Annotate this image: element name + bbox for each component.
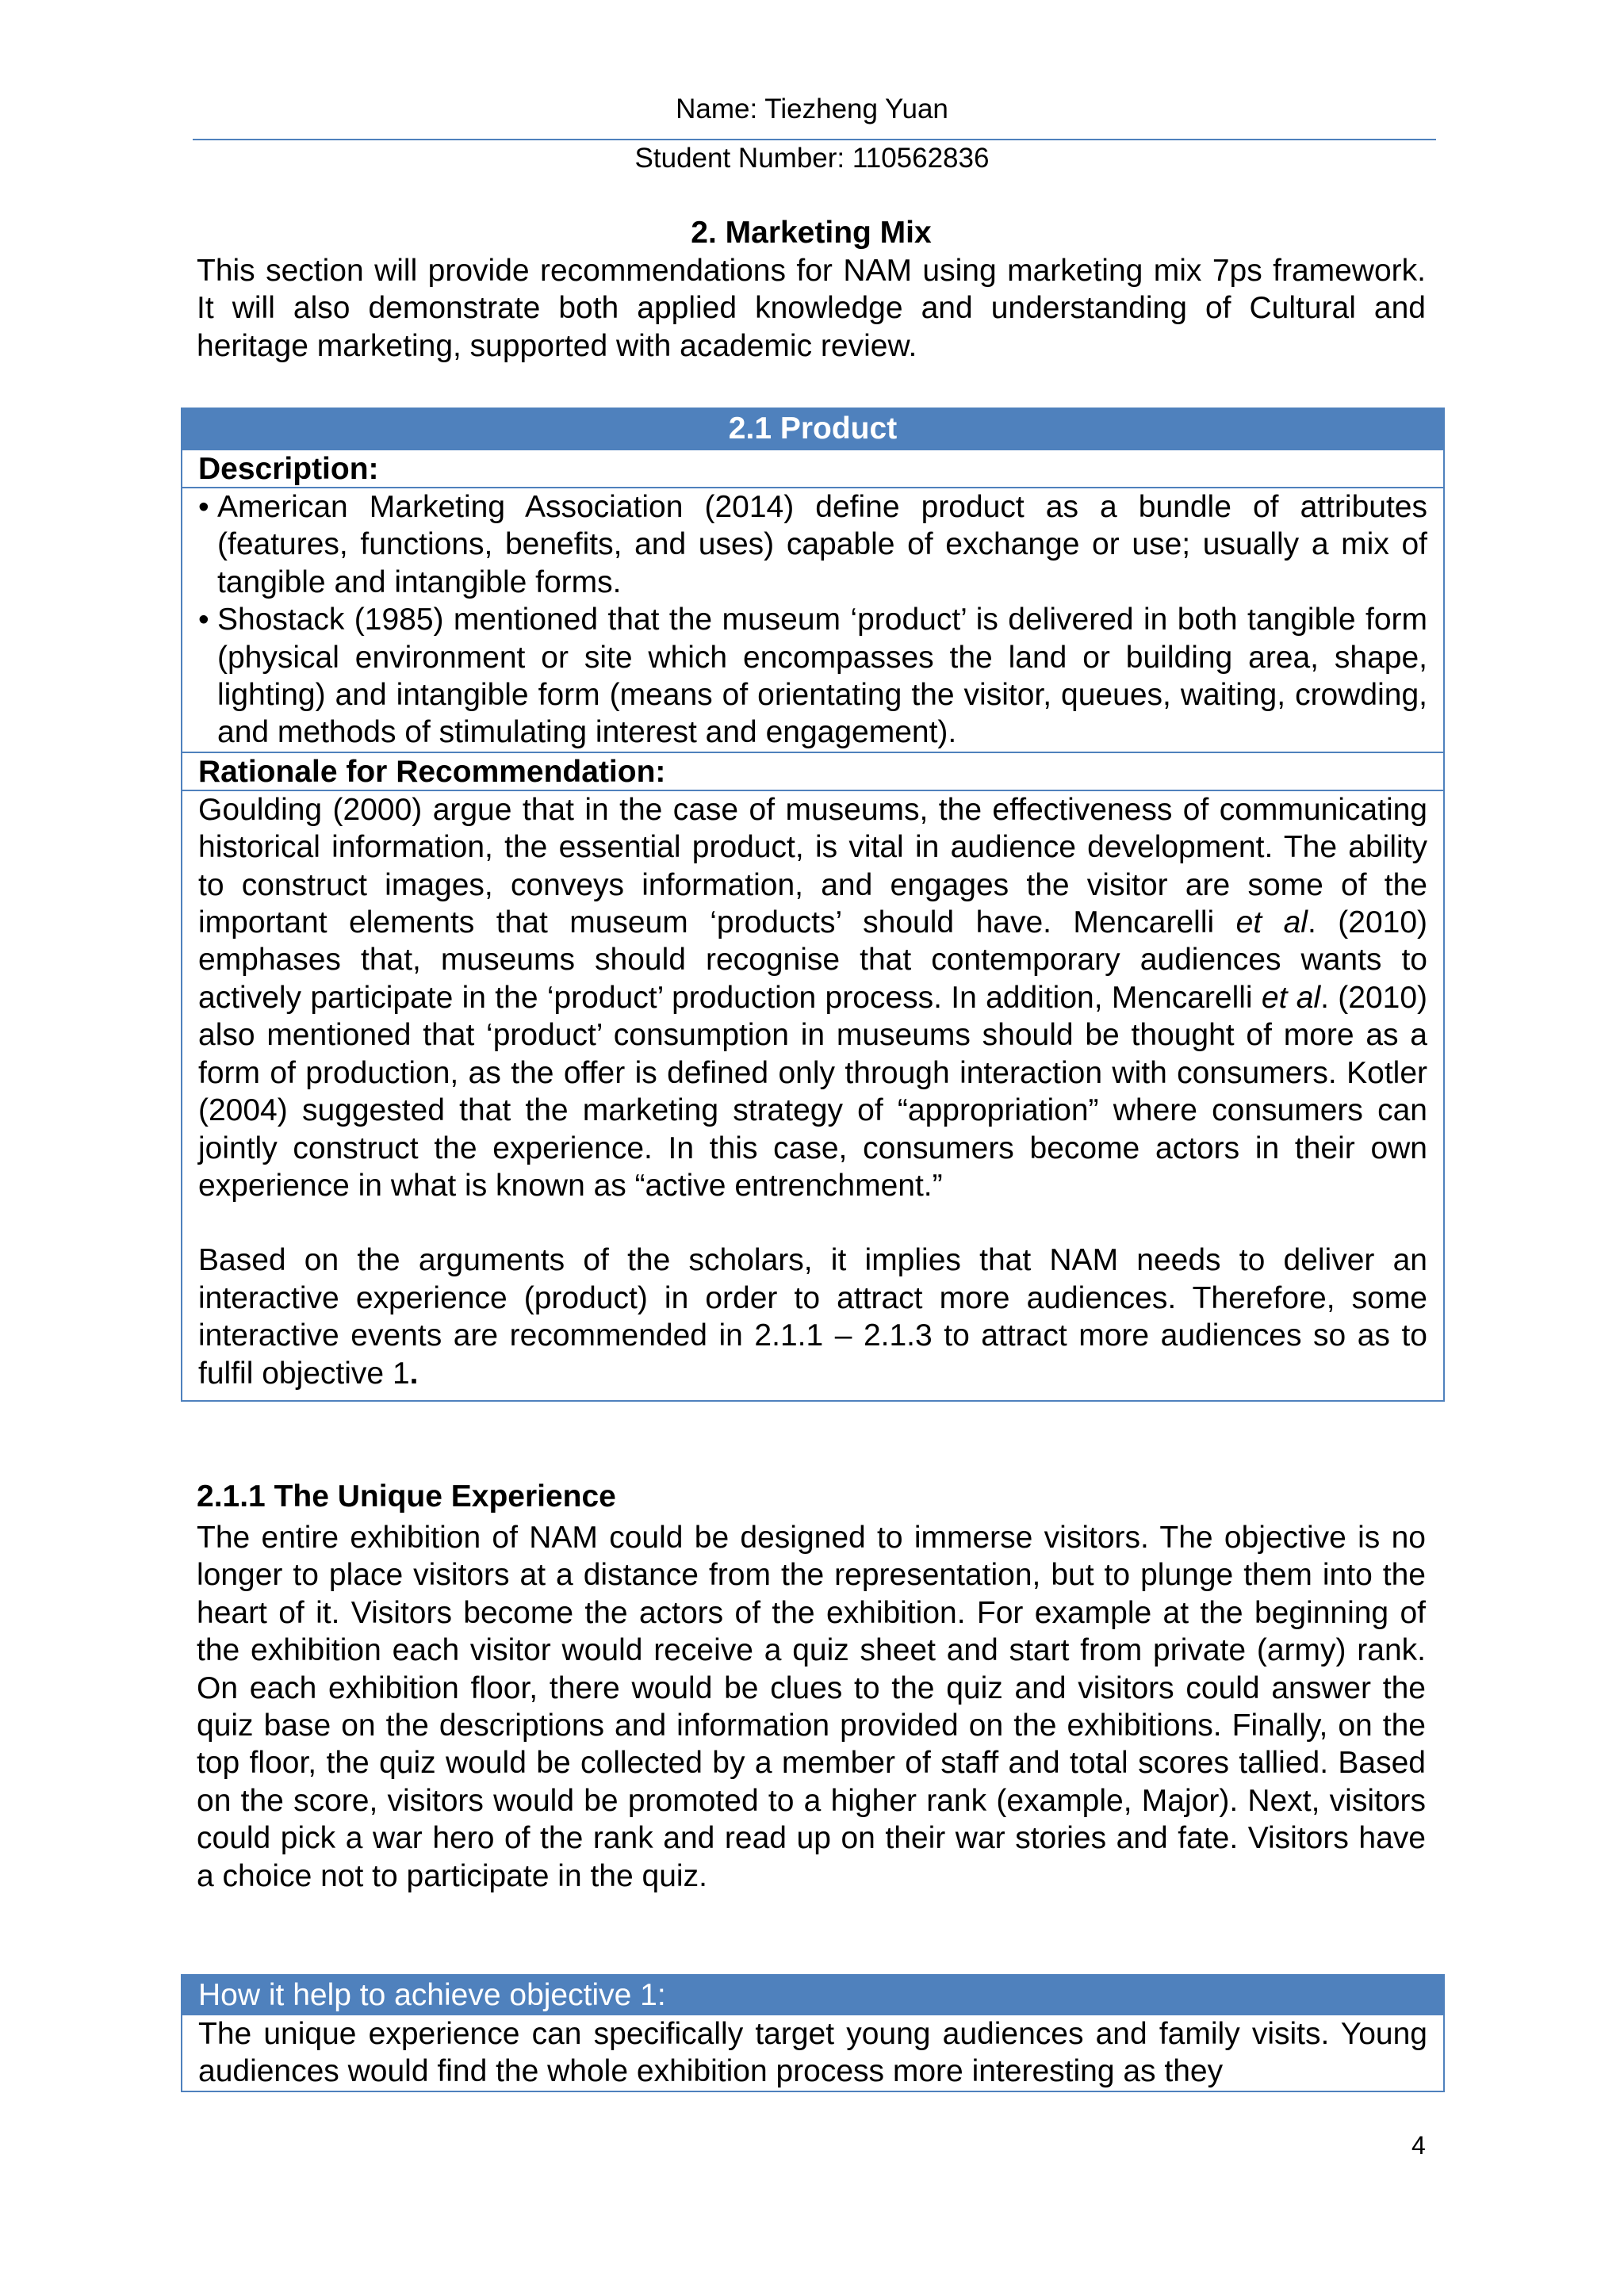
description-content (182, 487, 1443, 752)
rationale-paragraph-1: Goulding (2000) argue that in the case of museums, the effectiveness of communicating historical information, the essential product, is vital in audience development. The ability to construct images, conveys information, and engages the visitor are some of the important elements that museum ‘products’ should have. Mencarelli et al. (2010) emphases that, museums should recognise that contemporary audiences wants to actively participate in the ‘product’ production process. In addition, Mencarelli et al. (2010) also mentioned that ‘product’ consumption in museums should be thought of more as a form of production, as the offer is defined only through interaction with consumers. Kotler (2004) suggested that the marketing strategy of “appropriation” where consumers can jointly construct the experience. In this case, consumers become actors in their own experience in what is known as “active entrenchment.” (198, 792, 1428, 1203)
rationale-paragraph-2: Based on the arguments of the scholars, it implies that NAM needs to deliver an interactive experience (product) in order to attract more audiences. Therefore, some interactive events are recommended in 2.1.1 – 2.1.3 to attract more audiences so as to fulfil objective 1. (198, 1243, 1427, 1391)
section-title: 2. Marketing Mix (691, 216, 932, 250)
header-divider (193, 139, 1436, 140)
rationale-content (182, 790, 1443, 1400)
objective-box (181, 1974, 1445, 2092)
bullet-icon: • (198, 490, 209, 524)
bullet-icon: • (198, 603, 209, 637)
description-bullets (198, 488, 1427, 752)
description-bullet: • Shostack (1985) mentioned that the museum ‘product’ is delivered in both tangible form (physical environment or site which encompasses the land or building area, shape, lighting) and intangible form (means of orientating the visitor, queues, waiting, crowding, and methods of stimulating interest and engagement). (198, 603, 1427, 750)
product-box-title: 2.1 Product (182, 409, 1443, 449)
rationale-label: Rationale for Recommendation: (182, 752, 1443, 790)
description-bullet: • American Marketing Association (2014) define product as a bundle of attributes (features, functions, benefits, and uses) capable of exchange or use; usually a mix of tangible and intangible forms. (198, 490, 1427, 599)
section-intro-block (197, 214, 1426, 365)
header-student-number: Student Number: 110562836 (634, 143, 990, 174)
description-label: Description: (182, 449, 1443, 487)
product-box (181, 408, 1445, 1402)
objective-box-body: The unique experience can specifically target young audiences and family visits. Young audiences would find the whole exhibition process more interesting as they (198, 2017, 1427, 2089)
page-number: 4 (1411, 2131, 1426, 2160)
header-name: Name: Tiezheng Yuan (676, 94, 948, 124)
section-intro: This section will provide recommendations for NAM using marketing mix 7ps framework. It will also demonstrate both applied knowledge and understanding of Cultural and heritage marketing, supported with academic review. (197, 254, 1426, 363)
unique-experience-heading: 2.1.1 The Unique Experience (197, 1479, 616, 1513)
unique-experience-body: The entire exhibition of NAM could be designed to immerse visitors. The objective is no longer to place visitors at a distance from the representation, but to plunge them into the heart of it. Visitors become the actors of the exhibition. For example at the beginning of the exhibition each visitor would receive a quiz sheet and start from private (army) rank. On each exhibition floor, there would be clues to the quiz and visitors could answer the quiz base on the descriptions and information provided on the exhibitions. Finally, on the top floor, the quiz would be collected by a member of staff and total scores tallied. Based on the score, visitors would be promoted to a higher rank (example, Major). Next, visitors could pick a war hero of the rank and read up on their war stories and fate. Visitors have a choice not to participate in the quiz. (197, 1521, 1426, 1893)
objective-box-title: How it help to achieve objective 1: (182, 1976, 1443, 2015)
